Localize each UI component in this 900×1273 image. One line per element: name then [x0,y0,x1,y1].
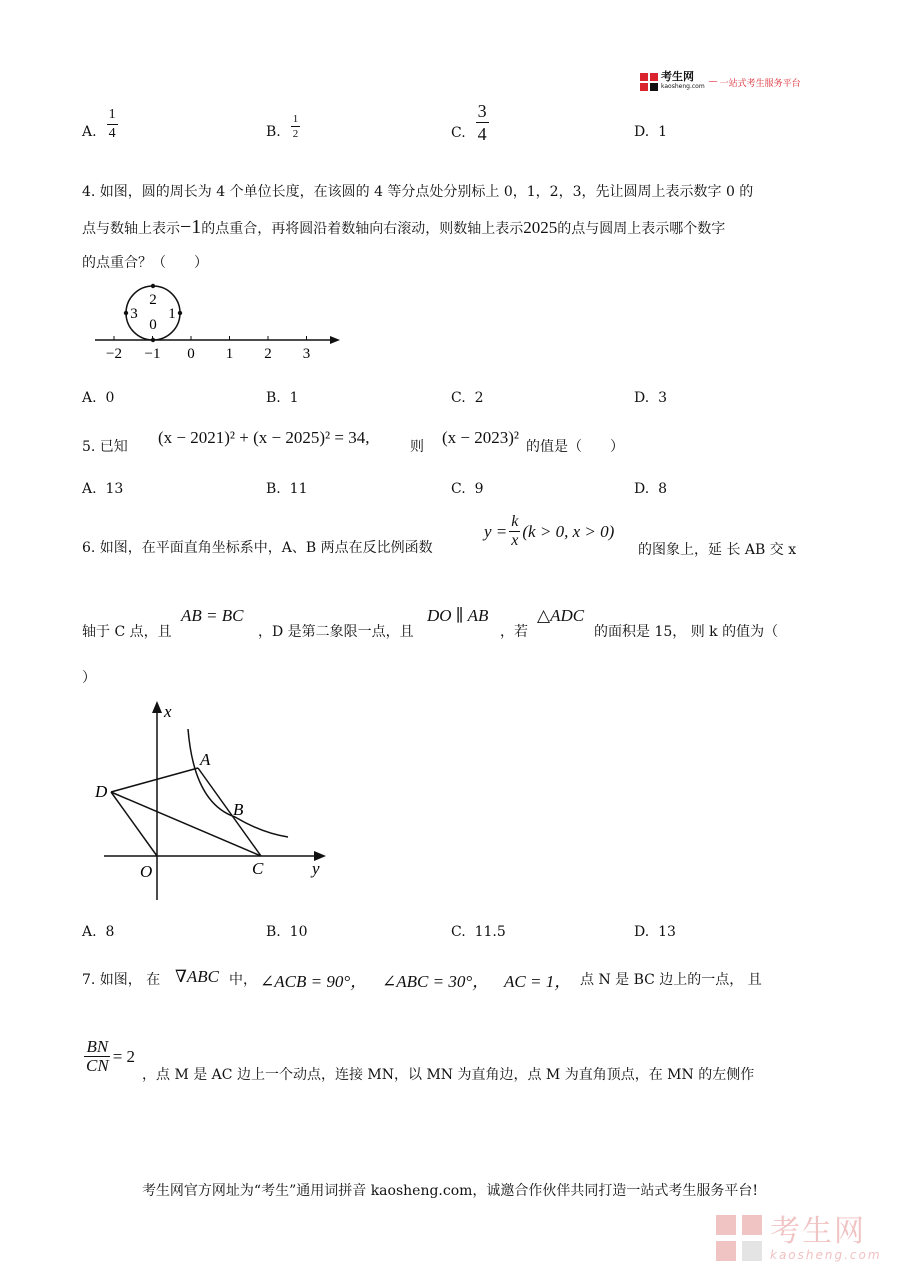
q6-line2-a: 轴于 C 点，且 [82,624,172,640]
q5-option-c: C. 9 [451,481,484,497]
q5-suffix: 的值是（ ） [526,439,624,455]
label-x: x [164,702,172,721]
q7-angle-abc: ∠ABC = 30°， [382,972,490,991]
q6-line3: ） [82,670,96,686]
footer-watermark [716,1215,882,1263]
q5-equation: (x − 2021)² + (x − 2025)² = 34, [158,428,370,447]
q4-line2: 点与数轴上表示−1的点重合，再将圆沿着数轴向右滚动，则数轴上表示2025的点与圆周上表示哪个数字 [82,216,726,238]
vertical-axis-arrow-icon [152,701,162,713]
label-y: y [312,859,320,878]
label-o: O [140,862,153,881]
footer-text: 考生网官方网址为“考生”通用词拼音 kaosheng.com，诚邀合作伙伴共同打造一站式考生服务平台! [141,1183,759,1199]
q6-eq-adc: △ADC [537,606,585,625]
axis-tick-label: −2 [106,346,122,362]
label-b: B [233,800,244,819]
axis-arrow-icon [330,336,340,344]
q6-line2-b: ，D 是第二象限一点，且 [258,624,414,640]
q6-option-b: B. 10 [266,924,308,940]
q6-option-d: D. 13 [634,924,676,940]
q5-option-a: A. 13 [82,481,124,497]
q6-eq-ab-bc: AB = BC [181,606,244,625]
circle-label-2: 2 [149,292,157,308]
watermark-domain: kaosheng.com [770,1248,882,1262]
q4-option-b: B. 1 [266,390,299,406]
hyperbola-curve [188,729,288,837]
kaosheng-logo-icon [640,73,658,91]
q5-expression: (x − 2023)² [442,428,520,447]
q4-line3: 的点重合？（ ） [82,255,208,271]
circle-label-0: 0 [149,317,157,333]
q4-line1: 4. 如图，圆的周长为 4 个单位长度，在该圆的 4 等分点处分别标上 0，1，2，3，先让圆周上表示数字 0 的 [82,184,754,200]
axis-tick-label: 0 [187,346,195,362]
q6-option-c: C. 11.5 [451,924,506,940]
watermark-logo-icon [716,1215,764,1263]
q7-ac: AC = 1， [504,972,572,991]
axis-tick-label: 1 [225,346,234,362]
q6-function: y = $\frac{k}{x}$ (k > 0, x > 0) [484,513,615,549]
q7-angle-acb: ∠ACB = 90°， [260,972,368,991]
q4-option-d: D. 3 [634,390,668,406]
q4-option-a: A. 0 [82,390,115,406]
header-slogan: 一站式考生服务平台 [719,78,801,89]
label-d: D [95,782,108,801]
circle-label-1: 1 [168,306,176,322]
q7-triangle: ∇ABC [175,967,219,986]
axis-tick-label: 3 [302,346,311,362]
q4-option-c: C. 2 [451,390,484,406]
q6-figure [90,695,350,905]
q7-ratio: $\frac{BN}{CN}$ = 2 [86,1037,136,1075]
q6-prefix: 6. 如图，在平面直角坐标系中，A、B 两点在反比例函数 [82,540,433,556]
label-c: C [252,859,264,878]
label-a: A [200,750,211,769]
logo-brand: 考生网 [661,70,694,83]
axis-tick-label: −1 [144,346,161,362]
q5-option-b: B. 11 [266,481,308,497]
q6-line2-d: 的面积是 15， 则 k 的值为（ [594,624,779,640]
q6-eq-do-ab: DO ∥ AB [427,606,489,625]
q3-option-c: C. $\frac{3}{4}$ [451,101,487,144]
q5-prefix: 5. 已知 [82,439,128,455]
q3-option-d: D. 1 [634,124,668,140]
q3-option-a: A. $\frac{1}{4}$ [82,107,116,141]
q7-line2-text: ，点 M 是 AC 边上一个动点，连接 MN，以 MN 为直角边，点 M 为直角顶点，在 MN 的左侧作 [142,1067,755,1083]
q7-line1-b: 中， [229,972,257,988]
q3-option-b: B. $\frac{1}{2}$ [266,113,299,140]
q5-option-d: D. 8 [634,481,668,497]
header-logo: 考生网 kaosheng.com — 一站式考生服务平台 [640,72,801,92]
segment-da [111,768,198,792]
q6-option-a: A. 8 [82,924,115,940]
logo-domain: kaosheng.com [661,83,705,90]
circle-label-3: 3 [130,306,138,322]
axis-tick-label: 2 [264,346,272,362]
q6-line1-end: 的图象上，延 长 AB 交 x [638,542,797,558]
q4-figure [90,280,350,370]
q5-mid: 则 [410,439,424,455]
q6-line2-c: ，若 [500,624,528,640]
watermark-brand: 考生网 [770,1214,866,1249]
q7-line1-c: 点 N 是 BC 边上的一点， 且 [580,972,762,988]
q7-line1-a: 7. 如图， 在 [82,972,161,988]
